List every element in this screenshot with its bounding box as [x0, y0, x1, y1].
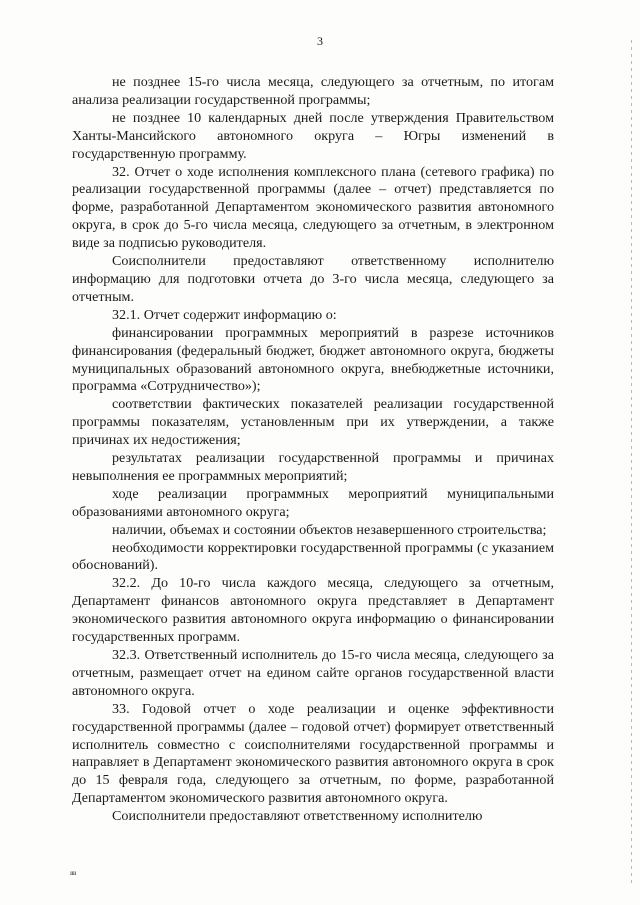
paragraph-continued: Соисполнители предоставляют ответственному исполнителю — [112, 808, 483, 825]
paragraph: 32.1. Отчет содержит информацию о: — [112, 306, 337, 323]
paragraph: финансировании программных мероприятий в разрезе источников финансирования (федеральный бюджет, бюджет автономного округа, бюджеты муниципальных образований автономного округа, внебюджетные источники, программа «Сотрудничество»); — [72, 324, 554, 395]
footer-mark: ıııı — [70, 869, 76, 877]
paragraph: 32.3. Ответственный исполнитель до 15-го числа месяца, следующего за отчетным, размещает отчет на едином сайте органов государственной власти автономного округа. — [72, 647, 554, 699]
page-number: 3 — [317, 34, 323, 48]
paragraph: ходе реализации программных мероприятий муниципальными образованиями автономного округа; — [72, 485, 554, 520]
scan-edge-line — [631, 40, 632, 885]
paragraph: 33. Годовой отчет о ходе реализации и оценке эффективности государственной программы (далее – годовой отчет) формирует ответственный исполнитель совместно с соисполнителями государственной программы и направляет в Департамент экономического развития автономного округа в срок до 15 февраля года, следующего за отчетным, по форме, разработанной Департаментом экономического развития автономного округа. — [72, 700, 554, 807]
paragraph: Соисполнители предоставляют ответственному исполнителю информацию для подготовки отчета до 3-го числа месяца, следующего за отчетным. — [72, 253, 554, 305]
paragraph: не позднее 10 календарных дней после утверждения Правительством Ханты-Мансийского автономного округа – Югры изменений в государственную программу. — [72, 109, 554, 162]
paragraph: результатах реализации государственной программы и причинах невыполнения ее программных мероприятий; — [72, 450, 554, 484]
paragraph: необходимости корректировки государственной программы (с указанием обоснований). — [72, 539, 554, 574]
paragraph: 32. Отчет о ходе исполнения комплексного плана (сетевого графика) по реализации государственной программы (далее – отчет) представляется по форме, разработанной Департаментом экономического развития автономного округа, в срок до 5-го числа месяца, следующего за отчетным, в электронном виде за подписью руководителя. — [72, 163, 554, 252]
paragraph: не позднее 15-го числа месяца, следующего за отчетным, по итогам анализа реализации государственной программы; — [72, 74, 554, 108]
paragraph: наличии, объемах и состоянии объектов незавершенного строительства; — [112, 521, 547, 538]
paragraph: соответствии фактических показателей реализации государственной программы показателям, установленным при их утверждении, а также причинах их недостижения; — [72, 396, 554, 449]
paragraph: 32.2. До 10-го числа каждого месяца, следующего за отчетным, Департамент финансов автономного округа представляет в Департамент экономического развития автономного округа информацию о финансировании государственных программ. — [72, 575, 554, 646]
document-body — [72, 74, 554, 826]
